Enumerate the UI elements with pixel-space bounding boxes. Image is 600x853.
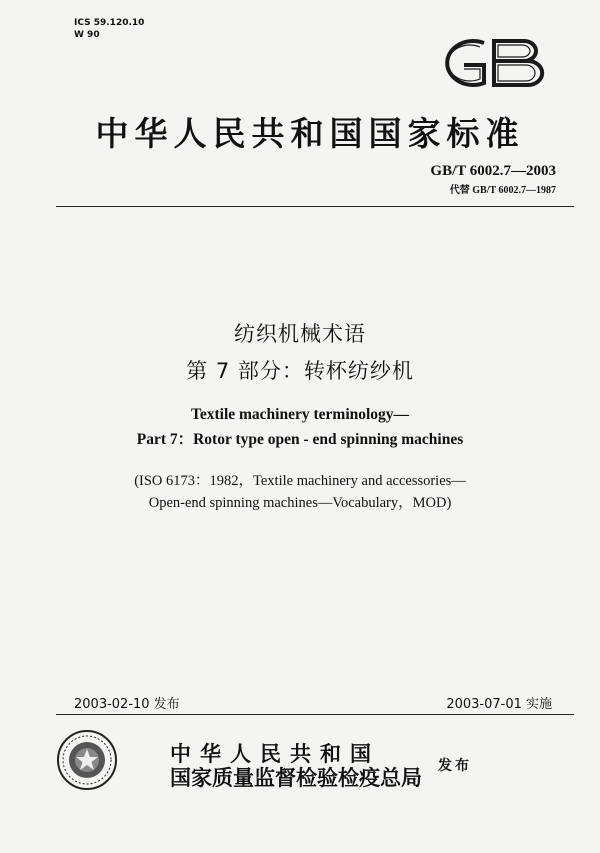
title-chinese-line2: 第 7 部分：转杯纺纱机 xyxy=(186,359,414,383)
issuer-line2: 国家质量监督检验检疫总局 xyxy=(170,765,422,790)
ics-code: ICS 59.120.10 xyxy=(74,18,145,28)
gb-logo xyxy=(424,33,554,93)
ccs-code: W 90 xyxy=(74,30,100,40)
standard-number: GB/T 6002.7—2003 xyxy=(430,163,556,179)
title-english-line2: Part 7：Rotor type open - end spinning machines xyxy=(136,431,464,448)
issue-date: 2003-02-10 发布 xyxy=(74,697,180,712)
replaces-standard: 代替 GB/T 6002.7—1987 xyxy=(449,185,556,196)
publish-label: 发布 xyxy=(438,758,472,774)
classification-codes xyxy=(74,17,144,41)
iso-reference-line1: (ISO 6173：1982，Textile machinery and accessories— xyxy=(134,473,466,489)
main-title: 中华人民共和国国家标准 xyxy=(95,114,525,153)
standard-number-block xyxy=(430,163,556,196)
title-english-line1: Textile machinery terminology— xyxy=(190,406,410,423)
title-chinese-line1: 纺织机械术语 xyxy=(234,322,366,346)
iso-reference-line2: Open-end spinning machines—Vocabulary，MOD) xyxy=(148,495,452,511)
issuer-line1: 中华人民共和国 xyxy=(170,741,380,766)
divider-top xyxy=(56,206,574,207)
implementation-date: 2003-07-01 实施 xyxy=(446,697,552,712)
national-emblem-seal-icon xyxy=(56,729,118,791)
divider-bottom xyxy=(56,714,574,715)
